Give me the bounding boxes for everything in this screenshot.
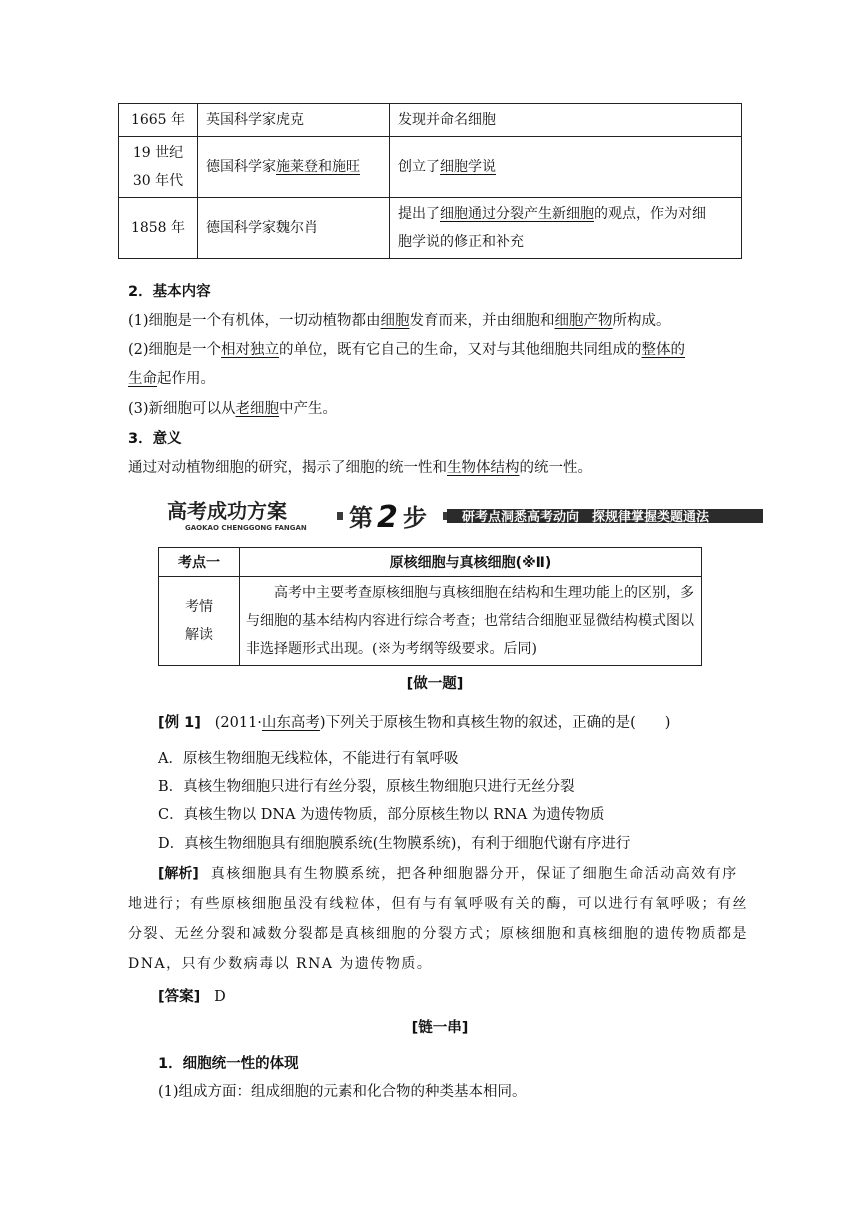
exam-point-label: 考点一 [159,548,240,577]
banner-step-suffix: 步 [403,504,427,532]
text-fragment: 起作用。 [157,371,215,387]
underlined-term: 细胞通过分裂产生新细胞 [440,206,594,222]
analysis-line: 非选择题形式出现。(※为考纲等级要求。后同) [246,641,537,657]
person-underlined: 施莱登和施旺 [276,159,360,175]
text-fragment: 发育而来，并由细胞和 [409,313,555,329]
banner-pinyin: GAOKAO CHENGGONG FANGAN [185,524,307,532]
analysis-line: DNA，只有少数病毒以 RNA 为遗传物质。 [128,956,433,972]
underlined-term: 相对独立 [221,342,280,358]
analysis-line: 高考中主要考查原核细胞与真核细胞在结构和生理功能上的区别，多 [274,585,694,601]
label-line: 考情 [185,599,213,615]
text-fragment: 的观点，作为对细 [594,206,706,222]
year-cell [119,137,198,198]
history-table [118,103,742,259]
paragraph-continuation [128,365,740,393]
banner-graphic [157,496,763,534]
underlined-term: 细胞产物 [554,313,613,329]
exam-point-table [158,547,702,666]
text-fragment: (2)细胞是一个 [128,342,222,358]
link-chain-heading: [链一串] [411,1020,469,1036]
year-line: 19 世纪 [132,145,184,161]
text-fragment: (3)新细胞可以从 [128,401,236,417]
person-cell: 德国科学家魏尔肖 [198,198,390,259]
text-fragment: 的单位，既有它自己的生命，又对与其他细胞共同组成的 [279,342,642,358]
banner-step-number: 2 [377,500,398,534]
paragraph: (1)组成方面：组成细胞的元素和化合物的种类基本相同。 [158,1084,527,1100]
do-one-question-heading: [做一题] [406,676,464,692]
answer-label: [答案] [158,989,201,1005]
example-label: [例 1] [158,715,201,731]
paragraph [128,395,740,423]
exam-analysis-label [159,577,240,666]
answer-line [158,983,770,1011]
table-row [159,548,702,577]
answer-value: D [214,989,226,1005]
source-prefix: (2011· [214,715,262,731]
underlined-term: 老细胞 [235,401,280,417]
contribution-cell: 发现并命名细胞 [390,104,742,137]
section-banner [157,496,763,534]
section-heading: 2．基本内容 [128,284,211,300]
section-heading: 3．意义 [128,431,182,447]
question-text: 下列关于原核生物和真核生物的叙述，正确的是( ) [325,715,671,731]
paragraph [128,307,740,335]
label-line: 解读 [185,627,213,643]
exam-analysis-text [240,577,702,666]
option-a: A．原核生物细胞无线粒体，不能进行有氧呼吸 [158,751,459,767]
text-fragment: (1)细胞是一个有机体，一切动植物都由 [128,313,381,329]
banner-step-prefix: 第 [349,504,373,532]
source-suffix: ) [319,715,326,731]
analysis-line: 真核细胞具有生物膜系统，把各种细胞器分开，保证了细胞生命活动高效有序 [210,866,738,882]
option-d: D．真核生物细胞具有细胞膜系统(生物膜系统)，有利于细胞代谢有序进行 [158,836,631,852]
banner-slogan: 研考点洞悉高考动向 探规律掌握类题通法 [462,510,710,525]
person-cell [198,137,390,198]
underlined-term: 整体的 [641,342,686,358]
text-fragment: 所构成。 [612,313,671,329]
banner-title: 高考成功方案 [167,499,287,523]
paragraph [128,454,740,482]
underlined-term: 生命 [128,371,157,387]
table-row [119,137,742,198]
year-cell: 1858 年 [119,198,198,259]
analysis-paragraph [158,860,748,888]
analysis-line: 分裂、无丝分裂和减数分裂都是真核细胞的分裂方式；原核细胞和真核细胞的遗传物质都是 [128,926,748,942]
text-fragment: 的统一性。 [519,460,592,476]
section-heading: 1．细胞统一性的体现 [158,1056,299,1072]
underlined-term: 细胞 [380,313,410,329]
option-b: B．真核生物细胞只进行有丝分裂，原核生物细胞只进行无丝分裂 [158,779,575,795]
person-prefix: 德国科学家 [206,159,276,175]
person-cell: 英国科学家虎克 [198,104,390,137]
analysis-line: 地进行；有些原核细胞虽没有线粒体，但有与有氧呼吸有关的酶，可以进行有氧呼吸；有丝 [128,896,748,912]
text-fragment: 胞学说的修正和补充 [398,234,524,250]
contribution-cell [390,198,742,259]
text-fragment: 中产生。 [279,401,338,417]
contribution-prefix: 创立了 [398,159,440,175]
analysis-label: [解析] [158,866,199,882]
table-row [119,198,742,259]
exam-point-title: 原核细胞与真核细胞(※Ⅱ) [240,548,702,577]
paragraph [128,336,740,364]
year-line: 30 年代 [132,173,184,189]
example-question [158,709,770,737]
underlined-term: 生物体结构 [447,460,520,476]
text-fragment: 通过对动植物细胞的研究，揭示了细胞的统一性和 [128,460,447,476]
contribution-underlined: 细胞学说 [440,159,496,175]
table-row [119,104,742,137]
contribution-cell [390,137,742,198]
source-underlined: 山东高考 [261,715,320,731]
year-cell: 1665 年 [119,104,198,137]
analysis-line: 与细胞的基本结构内容进行综合考查；也常结合细胞亚显微结构模式图以 [246,613,694,629]
table-row [159,577,702,666]
text-fragment: 提出了 [398,206,440,222]
option-c: C．真核生物以 DNA 为遗传物质，部分原核生物以 RNA 为遗传物质 [158,807,605,823]
